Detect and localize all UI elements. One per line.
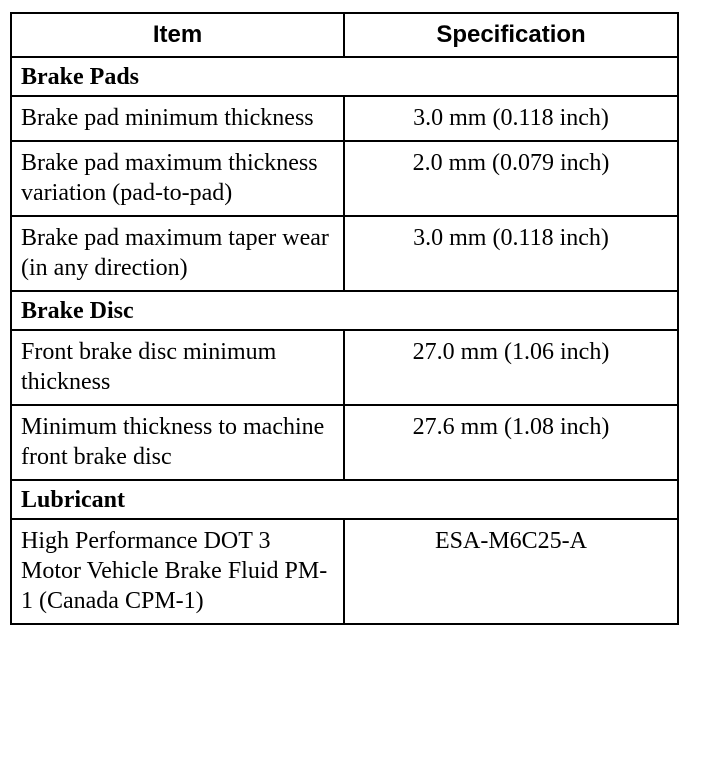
table-header-row <box>11 13 678 57</box>
section-row-brake-disc <box>11 291 678 330</box>
table-row <box>11 96 678 141</box>
spec-cell: 27.6 mm (1.08 inch) <box>344 405 678 480</box>
specification-table <box>10 12 679 625</box>
column-header-specification: Specification <box>344 13 678 57</box>
item-cell: Brake pad maximum taper wear (in any direction) <box>11 216 344 291</box>
spec-cell: ESA-M6C25-A <box>344 519 678 624</box>
table-row <box>11 330 678 405</box>
section-row-lubricant <box>11 480 678 519</box>
table-row <box>11 216 678 291</box>
section-title: Brake Pads <box>11 57 678 96</box>
spec-cell: 27.0 mm (1.06 inch) <box>344 330 678 405</box>
item-cell: Minimum thickness to machine front brake disc <box>11 405 344 480</box>
spec-cell: 3.0 mm (0.118 inch) <box>344 96 678 141</box>
spec-cell: 3.0 mm (0.118 inch) <box>344 216 678 291</box>
spec-cell: 2.0 mm (0.079 inch) <box>344 141 678 216</box>
section-title: Brake Disc <box>11 291 678 330</box>
table-row <box>11 519 678 624</box>
item-cell: Brake pad minimum thickness <box>11 96 344 141</box>
section-title: Lubricant <box>11 480 678 519</box>
table-row <box>11 405 678 480</box>
item-cell: Brake pad maximum thickness variation (pad-to-pad) <box>11 141 344 216</box>
section-row-brake-pads <box>11 57 678 96</box>
item-cell: High Performance DOT 3 Motor Vehicle Brake Fluid PM-1 (Canada CPM-1) <box>11 519 344 624</box>
column-header-item: Item <box>11 13 344 57</box>
item-cell: Front brake disc minimum thickness <box>11 330 344 405</box>
table-row <box>11 141 678 216</box>
